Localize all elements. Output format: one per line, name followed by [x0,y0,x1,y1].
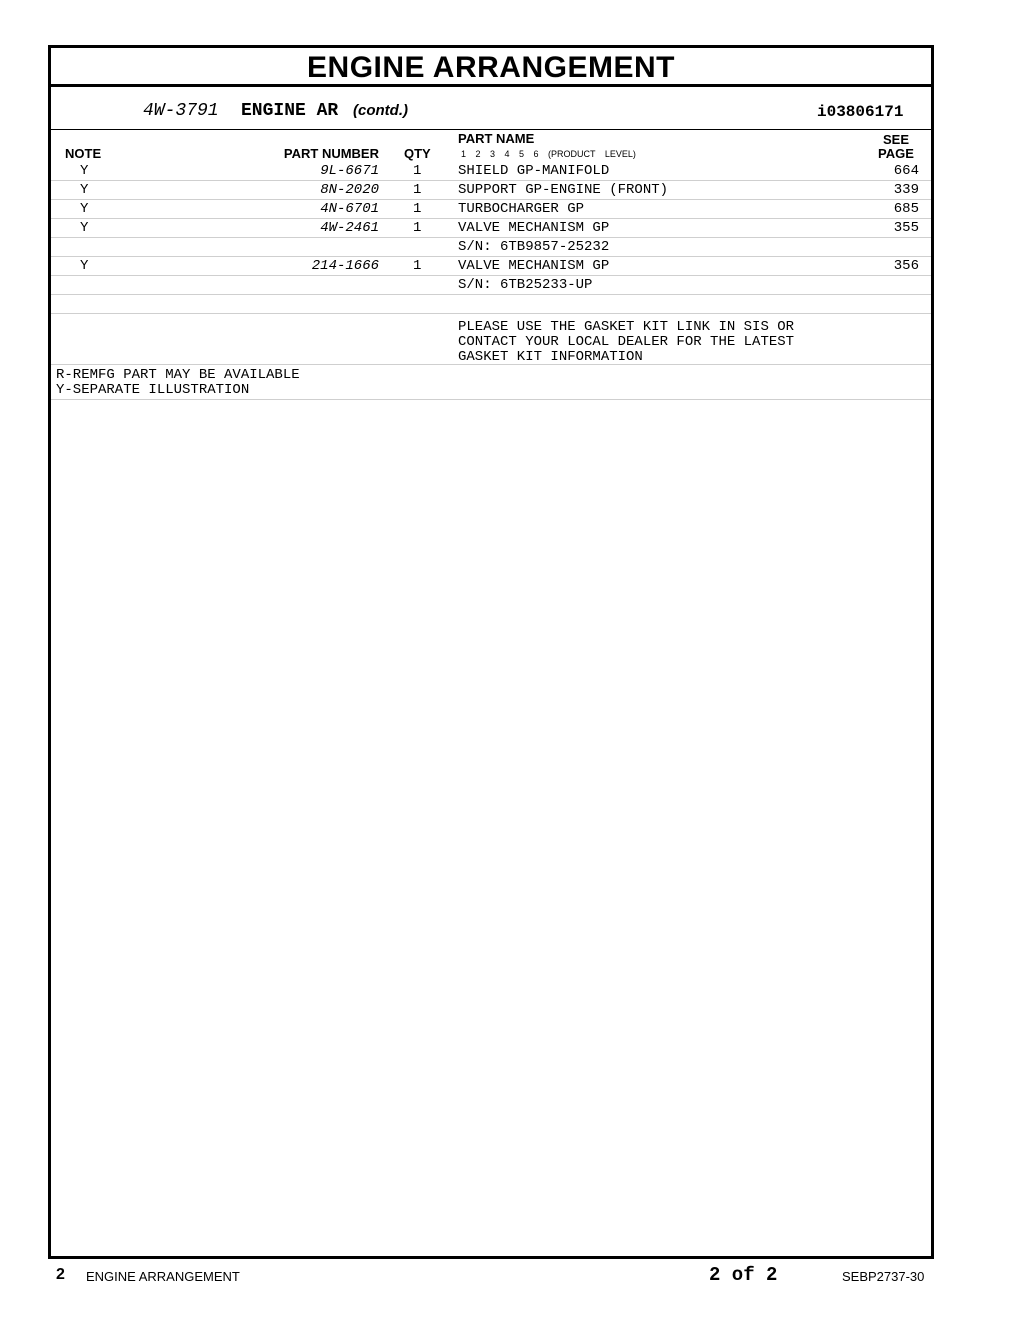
gasket-note-line: GASKET KIT INFORMATION [458,349,643,365]
row-note: Y [80,201,89,217]
footer-section: ENGINE ARRANGEMENT [86,1269,240,1284]
table-row [51,238,931,257]
page-frame [48,45,934,1259]
footer-page-of: 2 of 2 [709,1264,778,1286]
gasket-note-line: CONTACT YOUR LOCAL DEALER FOR THE LATEST [458,334,795,350]
row-qty: 1 [413,163,422,179]
row-see-page[interactable]: 355 [893,220,919,236]
page-title: ENGINE ARRANGEMENT [51,48,931,87]
row-note: Y [80,182,89,198]
legend-separate-illustration: Y-SEPARATE ILLUSTRATION [56,382,250,398]
footer-doc-number: SEBP2737-30 [842,1269,925,1284]
row-note: Y [80,163,89,179]
row-qty: 1 [413,201,422,217]
model-number[interactable]: 4W-3791 [143,101,219,121]
row-see-page[interactable]: 356 [893,258,919,274]
legend-remfg: R-REMFG PART MAY BE AVAILABLE [56,367,300,383]
row-note: Y [80,220,89,236]
row-serial-range: S/N: 6TB9857-25232 [458,239,610,255]
col-note: NOTE [65,146,102,161]
row-serial-range: S/N: 6TB25233-UP [458,277,593,293]
illustration-id: i03806171 [817,103,904,121]
row-see-page[interactable]: 685 [893,201,919,217]
gasket-note-line: PLEASE USE THE GASKET KIT LINK IN SIS OR [458,319,795,335]
column-headers [51,130,931,160]
footer-page-number: 2 [56,1266,65,1283]
row-part-number[interactable]: 4N-6701 [320,201,379,217]
row-qty: 1 [413,220,422,236]
row-part-name: VALVE MECHANISM GP [458,258,610,274]
col-qty: QTY [404,146,431,161]
row-qty: 1 [413,258,422,274]
table-row [51,257,931,276]
row-part-name: SHIELD GP-MANIFOLD [458,163,610,179]
col-part-name: PART NAME [458,131,535,146]
col-see: SEE [883,132,910,147]
table-row [51,162,931,181]
page-footer [0,1262,1020,1292]
table-row [51,219,931,238]
row-part-name: SUPPORT GP-ENGINE (FRONT) [458,182,669,198]
continued-label: (contd.) [353,102,408,119]
col-part-number: PART NUMBER [283,146,379,161]
row-part-number[interactable]: 214-1666 [311,258,379,274]
row-part-number[interactable]: 4W-2461 [320,220,379,236]
table-row [51,200,931,219]
parts-table [51,162,931,400]
table-row-empty [51,295,931,314]
arrangement-header [51,87,931,130]
table-row [51,276,931,295]
col-product-level: 1 2 3 4 5 6 (PRODUCT LEVEL) [461,149,636,159]
row-part-name: TURBOCHARGER GP [458,201,585,217]
table-row [51,181,931,200]
row-qty: 1 [413,182,422,198]
row-part-name: VALVE MECHANISM GP [458,220,610,236]
row-part-number[interactable]: 9L-6671 [320,163,379,179]
legend [51,365,931,400]
gasket-kit-note [51,314,931,365]
row-part-number[interactable]: 8N-2020 [320,182,379,198]
row-note: Y [80,258,89,274]
arrangement-description: ENGINE AR [241,101,339,121]
col-page: PAGE [878,146,914,161]
row-see-page[interactable]: 339 [893,182,919,198]
row-see-page[interactable]: 664 [893,163,919,179]
